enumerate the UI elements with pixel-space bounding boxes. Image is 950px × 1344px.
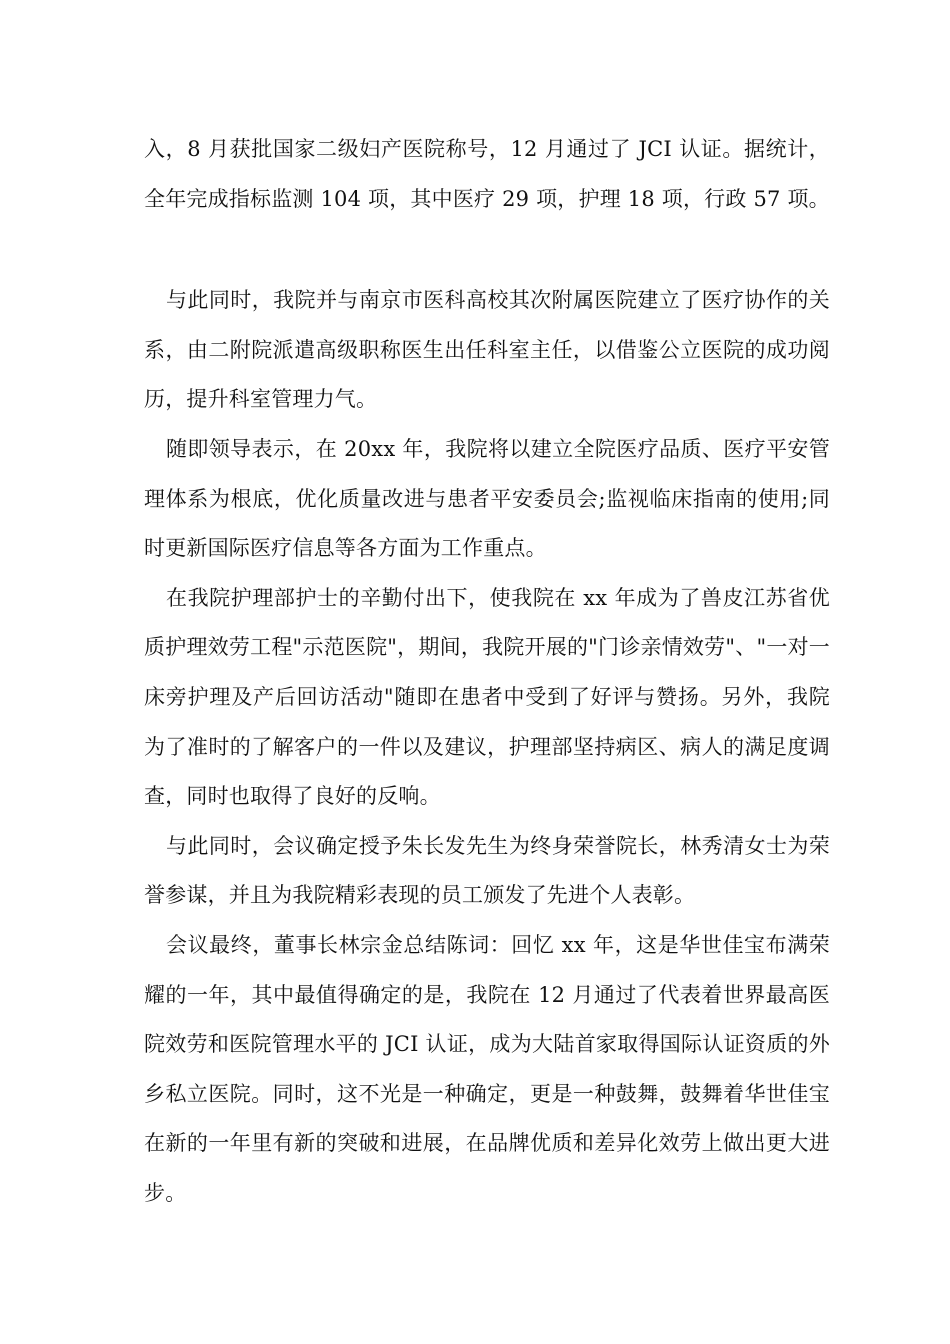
paragraph-cooperation: 与此同时，我院并与南京市医科高校其次附属医院建立了医疗协作的关系，由二附院派遣高级职称医生出任科室主任，以借鉴公立医院的成功阅历，提升科室管理力气。 (144, 288, 830, 412)
paragraph-continuation: 入，8 月获批国家二级妇产医院称号，12 月通过了 JCI 认证。据统计，全年完成指标监测 104 项，其中医疗 29 项，护理 18 项，行政 57 项。 (144, 137, 830, 211)
document-body (144, 125, 830, 1218)
paragraph-leadership-plan: 随即领导表示，在 20xx 年，我院将以建立全院医疗品质、医疗平安管理体系为根底，优化质量改进与患者平安委员会;监视临床指南的使用;同时更新国际医疗信息等各方面为工作重点。 (144, 436, 830, 561)
paragraph-honors: 与此同时，会议确定授予朱长发先生为终身荣誉院长，林秀清女士为荣誉参谋，并且为我院精彩表现的员工颁发了先进个人表彰。 (144, 833, 830, 908)
paragraph-nursing: 在我院护理部护士的辛勤付出下，使我院在 xx 年成为了兽皮江苏省优质护理效劳工程"示范医院"，期间，我院开展的"门诊亲情效劳"、"一对一床旁护理及产后回访活动"随即在患者中受到了好评与赞扬。另外，我院为了准时的了解客户的一件以及建议，护理部坚持病区、病人的满足度调查，同时也取得了良好的反响。 (144, 585, 830, 809)
paragraph-closing-remarks: 会议最终，董事长林宗金总结陈词：回忆 xx 年，这是华世佳宝布满荣耀的一年，其中最值得确定的是，我院在 12 月通过了代表着世界最高医院效劳和医院管理水平的 JCI 认证，成为大陆首家取得国际认证资质的外乡私立医院。同时，这不光是一种确定，更是一种鼓舞，鼓舞着华世佳宝在新的一年里有新的突破和进展，在品牌优质和差异化效劳上做出更大进步。 (144, 932, 830, 1205)
